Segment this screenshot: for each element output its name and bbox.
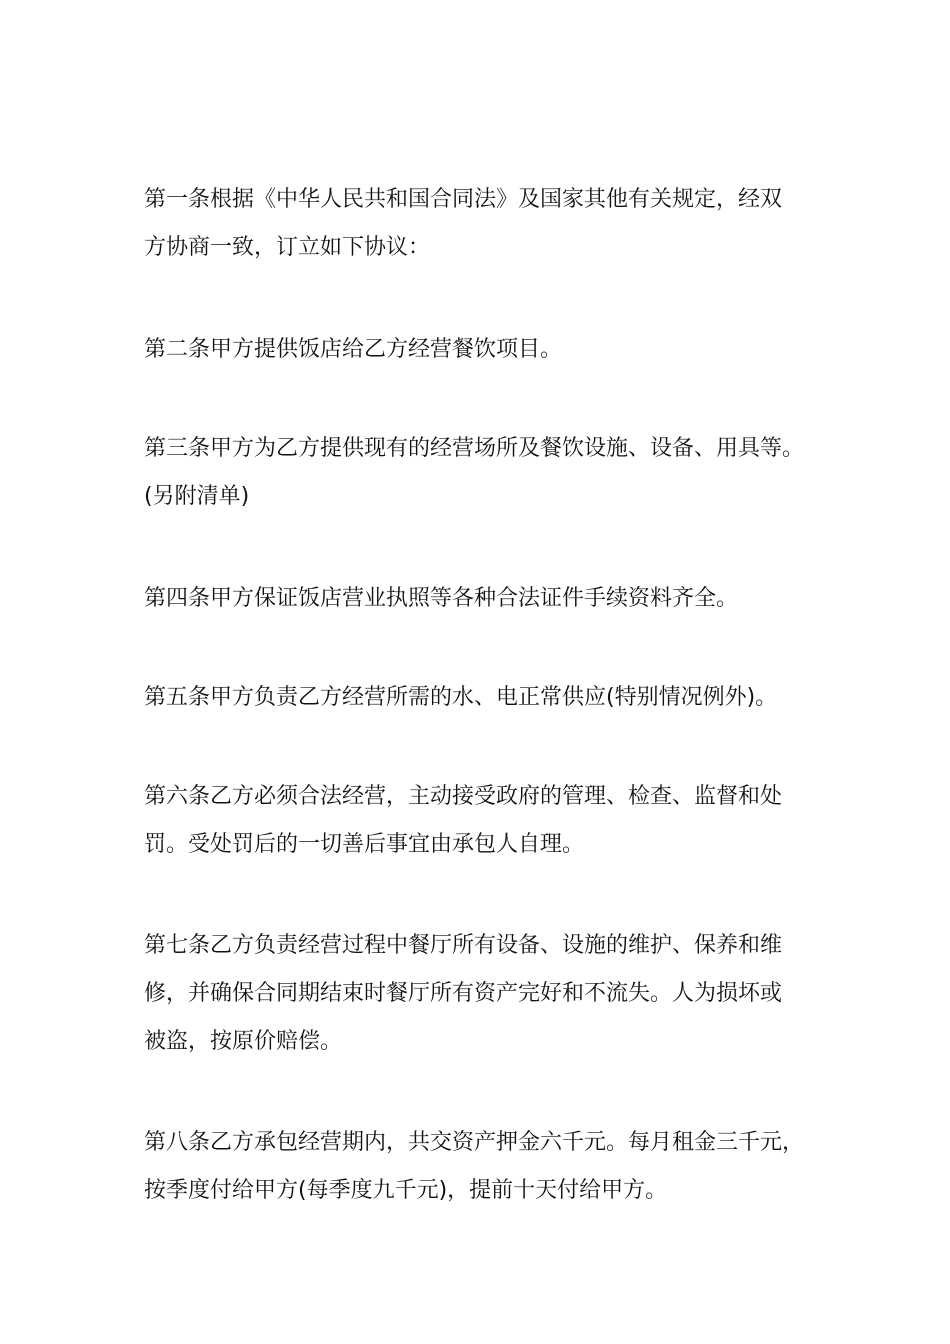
article-8	[144, 1119, 824, 1215]
article-3-line-2: (另附清单)	[144, 484, 250, 509]
article-6	[144, 773, 824, 869]
article-6-line-2: 罚。受处罚后的一切善后事宜由承包人自理。	[144, 832, 585, 857]
article-7-line-2: 修，并确保合同期结束时餐厅所有资产完好和不流失。人为损坏或	[144, 981, 783, 1006]
article-8-line-1: 第八条乙方承包经营期内，共交资产押金六千元。每月租金三千元，	[144, 1130, 805, 1155]
article-4	[144, 575, 824, 623]
article-2-line-1: 第二条甲方提供饭店给乙方经营餐饮项目。	[144, 337, 563, 362]
article-5-line-1: 第五条甲方负责乙方经营所需的水、电正常供应(特别情况例外)。	[144, 685, 778, 710]
article-7	[144, 922, 824, 1066]
article-3	[144, 425, 824, 521]
article-1-line-2: 方协商一致，订立如下协议：	[144, 235, 431, 260]
article-6-line-1: 第六条乙方必须合法经营，主动接受政府的管理、检查、监督和处	[144, 784, 783, 809]
article-3-line-1: 第三条甲方为乙方提供现有的经营场所及餐饮设施、设备、用具等。	[144, 436, 805, 461]
article-7-line-3: 被盗，按原价赔偿。	[144, 1029, 343, 1054]
article-1-line-1: 第一条根据《中华人民共和国合同法》及国家其他有关规定，经双	[144, 187, 783, 212]
article-4-line-1: 第四条甲方保证饭店营业执照等各种合法证件手续资料齐全。	[144, 586, 739, 611]
article-2	[144, 326, 824, 374]
article-1	[144, 176, 824, 272]
article-5	[144, 674, 824, 722]
article-7-line-1: 第七条乙方负责经营过程中餐厅所有设备、设施的维护、保养和维	[144, 933, 783, 958]
article-8-line-2: 按季度付给甲方(每季度九千元)，提前十天付给甲方。	[144, 1178, 668, 1203]
